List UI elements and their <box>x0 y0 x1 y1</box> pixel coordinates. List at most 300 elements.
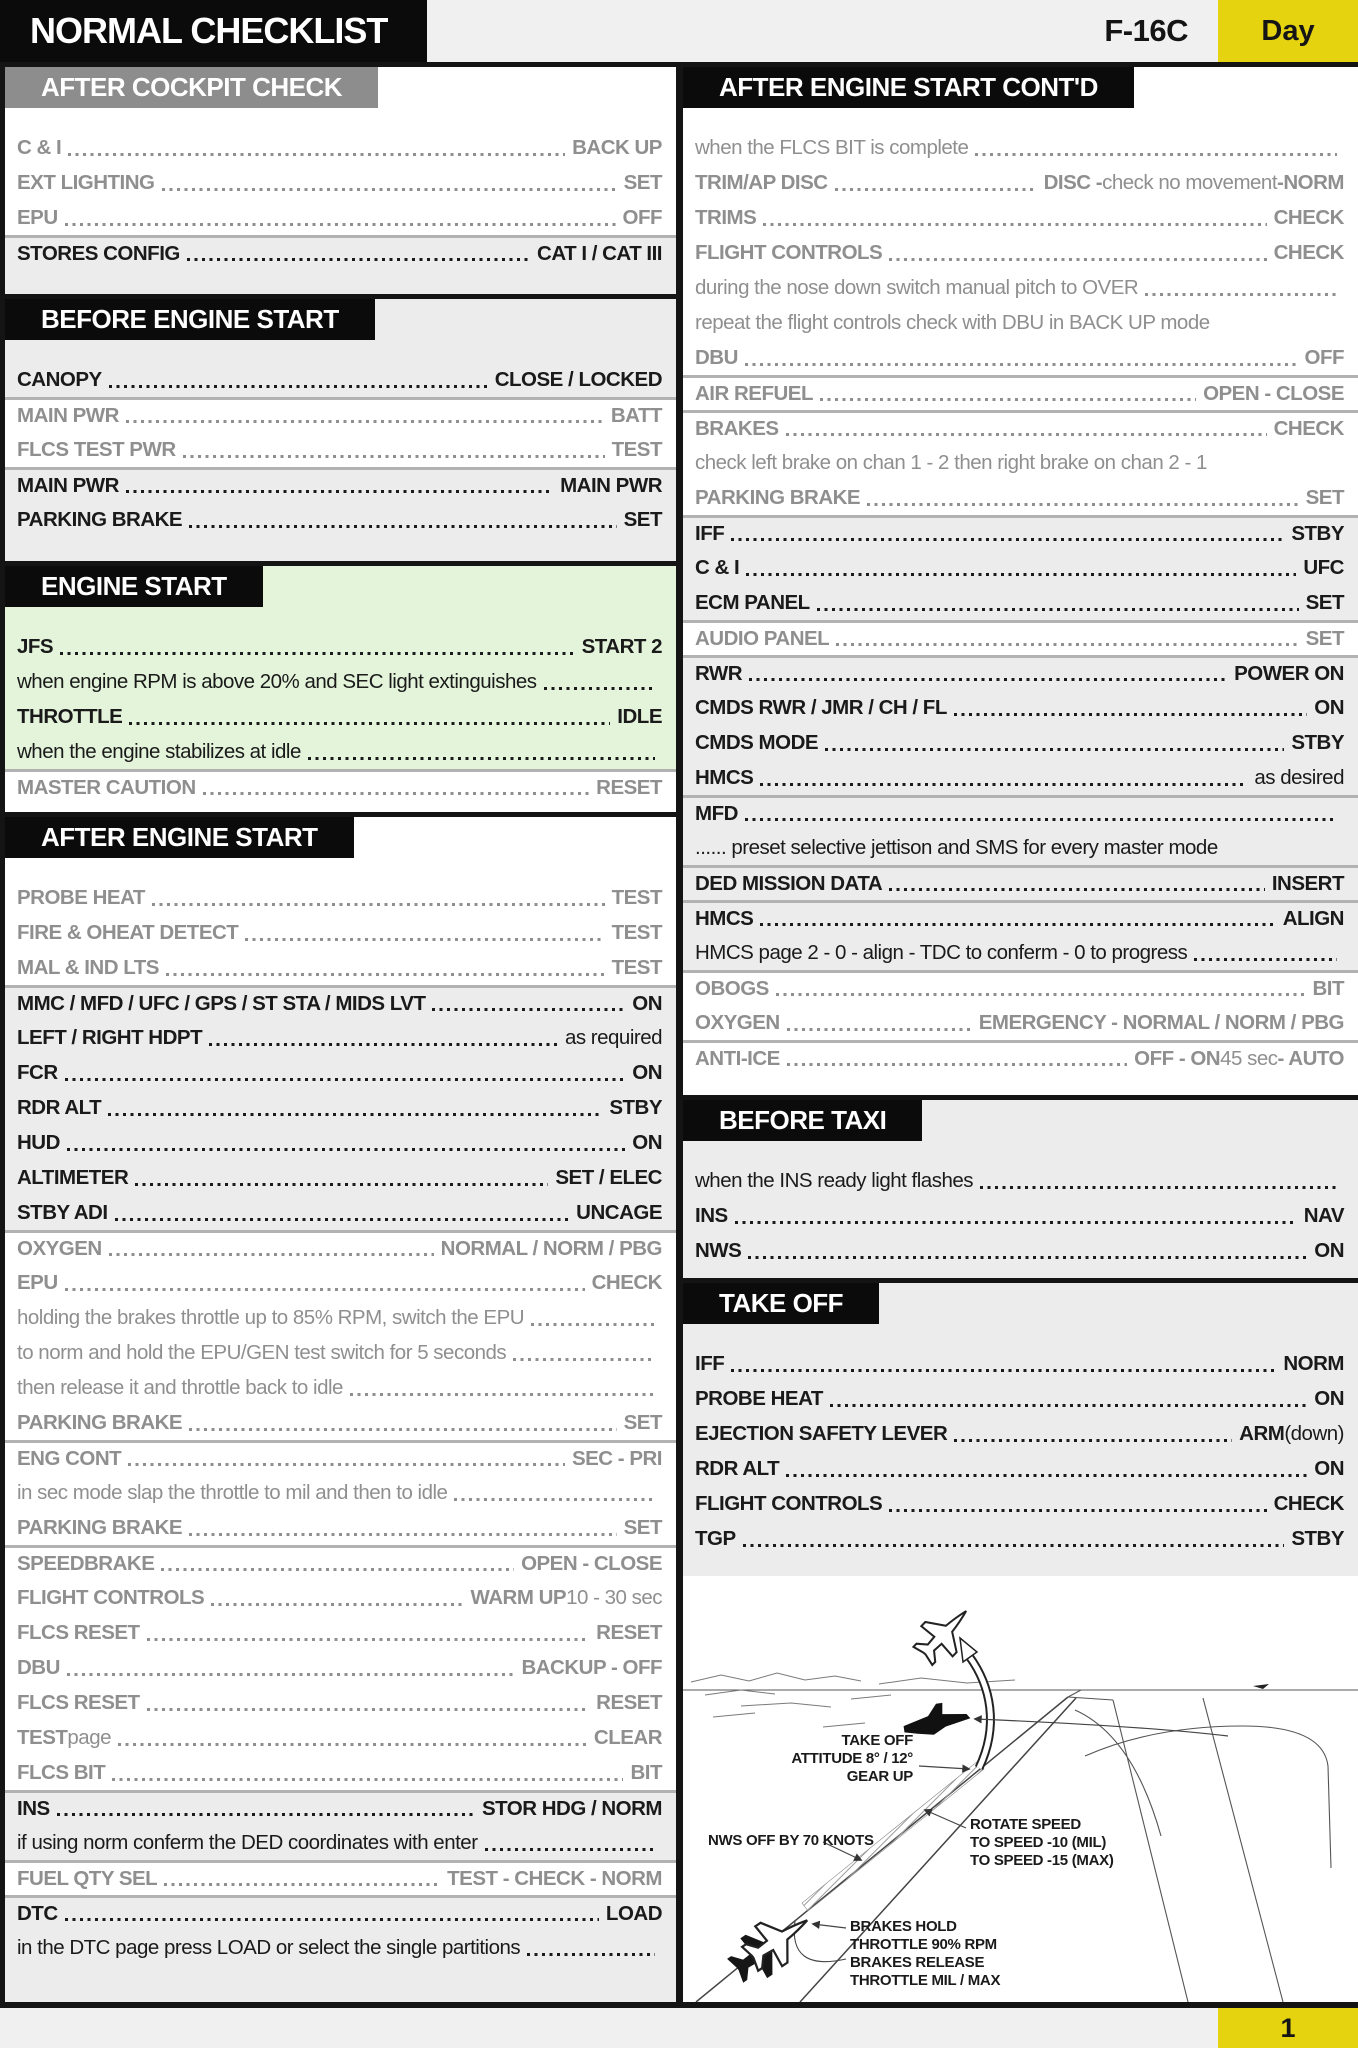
text-segment: DBU <box>695 346 738 369</box>
text-segment: check no movement <box>1102 171 1278 194</box>
dotted-leader <box>820 398 1196 401</box>
section-header: AFTER ENGINE START <box>5 817 354 858</box>
checklist-note <box>683 935 1358 970</box>
section-header-band <box>5 817 676 880</box>
text-segment: ON <box>1314 696 1344 719</box>
checklist-item <box>5 1055 676 1090</box>
text-segment: when engine RPM is above 20% and SEC light extinguishes <box>17 670 537 693</box>
text-segment: AIR REFUEL <box>695 382 813 405</box>
checklist-item <box>5 362 676 397</box>
checklist-item <box>5 200 676 235</box>
text-segment: OXYGEN <box>17 1237 102 1260</box>
right-column <box>683 67 1358 2002</box>
top-right-group <box>1104 0 1358 62</box>
dotted-leader <box>867 503 1299 506</box>
text-segment: CANOPY <box>17 368 102 391</box>
section-filler <box>683 1075 1358 1095</box>
text-segment: EPU <box>17 1271 58 1294</box>
text-segment: FLCS RESET <box>17 1621 140 1644</box>
dotted-leader <box>1194 958 1337 961</box>
dotted-leader <box>786 433 1267 436</box>
text-segment: FLIGHT CONTROLS <box>695 241 883 264</box>
text-segment: START 2 <box>581 635 662 658</box>
dotted-leader <box>161 1568 514 1571</box>
text-segment: TEST <box>17 1726 68 1749</box>
checklist-item <box>683 235 1358 270</box>
checklist-note <box>5 1370 676 1405</box>
dotted-leader <box>115 1218 570 1221</box>
dotted-leader <box>776 993 1306 996</box>
checklist-item <box>683 900 1358 935</box>
text-segment: TEST <box>611 438 662 461</box>
footer-bar <box>0 2008 1358 2048</box>
dotted-leader <box>531 1323 655 1326</box>
dotted-leader <box>513 1358 655 1361</box>
checklist-item <box>5 629 676 664</box>
dotted-leader <box>183 455 605 458</box>
section-header: ENGINE START <box>5 566 263 607</box>
checklist-item <box>5 1440 676 1475</box>
dotted-leader <box>147 1708 590 1711</box>
text-segment: TRIMS <box>695 206 757 229</box>
distant-aircraft-icon <box>1253 1684 1269 1689</box>
left-column <box>5 67 676 2002</box>
takeoff-diagram-art <box>683 1576 1358 2002</box>
text-segment: - <box>1277 171 1284 194</box>
text-segment: PARKING BRAKE <box>17 508 183 531</box>
text-segment: EMERGENCY - NORMAL / NORM / PBG <box>978 1011 1344 1034</box>
text-segment: BIT <box>1312 977 1344 1000</box>
text-segment: DTC <box>17 1902 58 1925</box>
checklist-note <box>683 130 1358 165</box>
checklist-item <box>5 397 676 432</box>
section-filler <box>5 1965 676 2002</box>
text-segment: PROBE HEAT <box>17 886 145 909</box>
dotted-leader <box>763 223 1266 226</box>
checklist-item <box>5 1860 676 1895</box>
checklist-item <box>683 410 1358 445</box>
text-segment: OPEN - CLOSE <box>1203 382 1344 405</box>
checklist-item <box>683 970 1358 1005</box>
dotted-leader <box>825 748 1284 751</box>
diagram-annotation-line: ROTATE SPEED <box>970 1816 1081 1833</box>
dotted-leader <box>164 1883 440 1886</box>
section-filler <box>683 1268 1358 1278</box>
text-segment: DISC - <box>1043 171 1103 194</box>
text-segment: as required <box>564 1026 662 1049</box>
text-segment: FUEL QTY SEL <box>17 1867 158 1890</box>
checklist-note <box>5 734 676 769</box>
section-filler <box>683 1556 1358 1576</box>
text-segment: in sec mode slap the throttle to mil and then to idle <box>17 1481 448 1504</box>
checklist-item <box>683 1233 1358 1268</box>
text-segment: OFF <box>1304 346 1344 369</box>
dotted-leader <box>135 1183 548 1186</box>
text-segment: OBOGS <box>695 977 769 1000</box>
dotted-leader <box>745 363 1298 366</box>
text-segment: RWR <box>695 662 743 685</box>
checklist-item <box>683 1346 1358 1381</box>
checklist-item <box>5 1405 676 1440</box>
checklist-note <box>5 1475 676 1510</box>
dotted-leader <box>126 420 604 423</box>
text-segment: TEST <box>611 921 662 944</box>
text-segment: when the FLCS BIT is complete <box>695 136 969 159</box>
text-segment: STOR HDG / NORM <box>481 1797 662 1820</box>
text-segment: if using norm conferm the DED coordinates with enter <box>17 1831 478 1854</box>
text-segment: DBU <box>17 1656 60 1679</box>
dotted-leader <box>187 258 530 261</box>
text-segment: PARKING BRAKE <box>17 1411 183 1434</box>
text-segment: check left brake on chan 1 - 2 then right brake on chan 2 - 1 <box>695 451 1207 474</box>
text-segment: CHECK <box>1273 1492 1344 1515</box>
text-segment: TEST <box>611 886 662 909</box>
dotted-leader <box>128 1463 565 1466</box>
text-segment: PROBE HEAT <box>695 1387 823 1410</box>
section-header-band <box>5 299 676 362</box>
dotted-leader <box>1145 293 1337 296</box>
checklist-item <box>5 880 676 915</box>
section-header: TAKE OFF <box>683 1283 879 1324</box>
day-night-badge: Day <box>1218 0 1358 62</box>
text-segment: ENG CONT <box>17 1447 122 1470</box>
text-segment: INSERT <box>1271 872 1344 895</box>
dotted-leader <box>954 713 1307 716</box>
text-segment: CLOSE / LOCKED <box>494 368 662 391</box>
checklist-item <box>5 915 676 950</box>
dotted-leader <box>760 923 1275 926</box>
checklist-note <box>683 270 1358 305</box>
text-segment: SET <box>1305 591 1344 614</box>
dotted-leader <box>129 722 610 725</box>
dotted-leader <box>126 490 553 493</box>
checklist-note <box>683 305 1358 340</box>
dotted-leader <box>835 188 1037 191</box>
aircraft-label: F-16C <box>1104 13 1188 48</box>
dotted-leader <box>108 1113 602 1116</box>
checklist-item <box>5 1125 676 1160</box>
text-segment: SET <box>623 171 662 194</box>
dotted-leader <box>749 678 1227 681</box>
text-segment: EJECTION SAFETY LEVER <box>695 1422 948 1445</box>
text-segment: as desired <box>1254 766 1344 789</box>
text-segment: FLCS RESET <box>17 1691 140 1714</box>
text-segment: ON <box>1314 1239 1344 1262</box>
text-segment: STBY <box>1291 731 1344 754</box>
diagram-annotation <box>970 1816 1114 1870</box>
text-segment: TEST - CHECK - NORM <box>447 1867 662 1890</box>
text-segment: MASTER CAUTION <box>17 776 196 799</box>
checklist-item <box>683 515 1358 550</box>
checklist-note <box>5 664 676 699</box>
checklist-item <box>5 502 676 537</box>
checklist-item <box>5 1090 676 1125</box>
takeoff-diagram <box>683 1576 1358 2002</box>
dotted-leader <box>68 153 565 156</box>
checklist-item <box>683 1486 1358 1521</box>
text-segment: NORM <box>1283 171 1344 194</box>
text-segment: ...... preset selective jettison and SMS for every master mode <box>695 836 1218 859</box>
text-segment: EPU <box>17 206 58 229</box>
checklist-item <box>5 1160 676 1195</box>
section-header-band <box>683 1283 1358 1346</box>
checklist-note <box>683 830 1358 865</box>
dotted-leader <box>889 1509 1266 1512</box>
dotted-leader <box>889 258 1266 261</box>
dotted-leader <box>65 223 616 226</box>
text-segment: STBY ADI <box>17 1201 108 1224</box>
text-segment: HMCS <box>695 907 754 930</box>
dotted-leader <box>162 188 617 191</box>
checklist-item <box>5 1790 676 1825</box>
text-segment: RESET <box>596 776 662 799</box>
text-segment: CHECK <box>1273 241 1344 264</box>
text-segment: MAIN PWR <box>560 474 662 497</box>
dotted-leader <box>975 153 1337 156</box>
checklist-item <box>5 950 676 985</box>
text-segment: SET <box>623 1516 662 1539</box>
dotted-leader <box>118 1743 587 1746</box>
checklist-note <box>683 445 1358 480</box>
checklist-item <box>683 760 1358 795</box>
text-segment: SET <box>623 508 662 531</box>
text-segment: SPEEDBRAKE <box>17 1552 155 1575</box>
section-header: AFTER COCKPIT CHECK <box>5 67 378 108</box>
text-segment: MAIN PWR <box>17 474 119 497</box>
text-segment: BIT <box>630 1761 662 1784</box>
dotted-leader <box>57 1813 475 1816</box>
diagram-annotation-line: TO SPEED -15 (MAX) <box>970 1852 1114 1869</box>
text-segment: CLEAR <box>593 1726 662 1749</box>
text-segment: CMDS RWR / JMR / CH / FL <box>695 696 947 719</box>
checklist-item <box>5 432 676 467</box>
checklist-item <box>5 1580 676 1615</box>
text-segment: BACK UP <box>572 136 662 159</box>
checklist-item <box>683 1416 1358 1451</box>
checklist-item <box>683 690 1358 725</box>
text-segment: CAT I / CAT III <box>537 242 662 265</box>
text-segment: STORES CONFIG <box>17 242 180 265</box>
text-segment: IFF <box>695 1352 725 1375</box>
section-header-band <box>683 1100 1358 1163</box>
text-segment: ON <box>632 1131 662 1154</box>
checklist-item <box>5 1755 676 1790</box>
text-segment: SET / ELEC <box>555 1166 662 1189</box>
dotted-leader <box>166 973 605 976</box>
dotted-leader <box>743 1544 1285 1547</box>
checklist-note <box>5 1300 676 1335</box>
dotted-leader <box>454 1498 655 1501</box>
text-segment: EXT LIGHTING <box>17 171 155 194</box>
text-segment: NAV <box>1303 1204 1344 1227</box>
checklist-item <box>5 1685 676 1720</box>
text-segment: NWS <box>695 1239 742 1262</box>
text-segment: THROTTLE <box>17 705 123 728</box>
diagram-annotation-line: GEAR UP <box>846 1768 913 1785</box>
text-segment: FLIGHT CONTROLS <box>17 1586 205 1609</box>
dotted-leader <box>152 903 605 906</box>
text-segment: SET <box>623 1411 662 1434</box>
section-header-band <box>683 67 1358 130</box>
text-segment: then release it and throttle back to idle <box>17 1376 343 1399</box>
text-segment: ON <box>632 992 662 1015</box>
checklist-item <box>5 1195 676 1230</box>
dotted-leader <box>817 608 1299 611</box>
dotted-leader <box>731 1369 1276 1372</box>
dotted-leader <box>308 757 655 760</box>
text-segment: PARKING BRAKE <box>17 1516 183 1539</box>
text-segment: BRAKES <box>695 417 779 440</box>
diagram-annotation <box>850 1918 1000 1990</box>
text-segment: FLIGHT CONTROLS <box>695 1492 883 1515</box>
text-segment: JFS <box>17 635 54 658</box>
text-segment: 10 - 30 sec <box>566 1586 662 1609</box>
text-segment: CMDS MODE <box>695 731 819 754</box>
text-segment: NORMAL / NORM / PBG <box>440 1237 662 1260</box>
text-segment: STBY <box>609 1096 662 1119</box>
checklist-item <box>683 865 1358 900</box>
text-segment: AUDIO PANEL <box>695 627 830 650</box>
column-divider <box>676 67 683 2002</box>
checklist-item <box>683 165 1358 200</box>
page-number-badge: 1 <box>1218 2008 1358 2048</box>
checklist-item <box>683 1521 1358 1556</box>
checklist-item <box>5 699 676 734</box>
dotted-leader <box>203 792 590 795</box>
dotted-leader <box>954 1439 1232 1442</box>
dotted-leader <box>112 1778 623 1781</box>
text-segment: UNCAGE <box>576 1201 662 1224</box>
checklist-item <box>683 795 1358 830</box>
text-segment: RDR ALT <box>695 1457 780 1480</box>
checklist-item <box>5 1895 676 1930</box>
text-segment: (down) <box>1284 1422 1344 1445</box>
dotted-leader <box>432 1008 625 1011</box>
checklist-item <box>5 1720 676 1755</box>
dotted-leader <box>109 1253 434 1256</box>
text-segment: STBY <box>1291 1527 1344 1550</box>
text-segment: to norm and hold the EPU/GEN test switch for 5 seconds <box>17 1341 507 1364</box>
checklist-item <box>5 165 676 200</box>
text-segment: TEST <box>611 956 662 979</box>
section-filler <box>5 537 676 561</box>
text-segment: CHECK <box>1273 206 1344 229</box>
text-segment: UFC <box>1303 556 1344 579</box>
checklist-item <box>683 1451 1358 1486</box>
checklist-item <box>683 480 1358 515</box>
checklist-note <box>5 1335 676 1370</box>
diagram-annotation-line: BRAKES RELEASE <box>850 1954 985 1971</box>
checklist-note <box>5 1930 676 1965</box>
checklist-item <box>5 1545 676 1580</box>
dotted-leader <box>211 1603 463 1606</box>
dotted-leader <box>980 1186 1337 1189</box>
diagram-annotation-line: TO SPEED -10 (MIL) <box>970 1834 1107 1851</box>
dotted-leader <box>65 1288 585 1291</box>
text-segment: OFF <box>622 206 662 229</box>
text-segment: C & I <box>695 556 740 579</box>
text-segment: 45 sec <box>1220 1047 1278 1070</box>
checklist-item <box>683 655 1358 690</box>
dotted-leader <box>735 1221 1297 1224</box>
text-segment: TRIM/AP DISC <box>695 171 828 194</box>
text-segment: in the DTC page press LOAD or select the single partitions <box>17 1936 521 1959</box>
checklist-item <box>683 620 1358 655</box>
dotted-leader <box>889 888 1265 891</box>
text-segment: SEC - PRI <box>571 1447 662 1470</box>
text-segment: FLCS BIT <box>17 1761 106 1784</box>
text-segment: ALTIMETER <box>17 1166 129 1189</box>
checklist-item <box>5 235 676 270</box>
dotted-leader <box>745 818 1337 821</box>
text-segment: INS <box>695 1204 728 1227</box>
dotted-leader <box>350 1393 655 1396</box>
dotted-leader <box>527 1953 655 1956</box>
text-segment: HMCS <box>695 766 754 789</box>
text-segment: ARM <box>1239 1422 1285 1445</box>
text-segment: MAIN PWR <box>17 404 119 427</box>
text-segment: OXYGEN <box>695 1011 780 1034</box>
text-segment: C & I <box>17 136 62 159</box>
section-header-band <box>5 566 676 629</box>
section-header: BEFORE TAXI <box>683 1100 922 1141</box>
text-segment: RESET <box>596 1621 662 1644</box>
text-segment: ALIGN <box>1282 907 1344 930</box>
dotted-leader <box>748 1256 1307 1259</box>
text-segment: CHECK <box>1273 417 1344 440</box>
dotted-leader <box>67 1148 625 1151</box>
text-segment: when the engine stabilizes at idle <box>17 740 301 763</box>
text-segment: IDLE <box>617 705 662 728</box>
text-segment: CHECK <box>591 1271 662 1294</box>
diagram-annotation-line: ATTITUDE 8° / 12° <box>791 1750 913 1767</box>
checklist-note <box>683 1163 1358 1198</box>
diagram-annotation-line: NWS OFF BY 70 KNOTS <box>708 1832 874 1849</box>
text-segment: OFF - ON <box>1134 1047 1221 1070</box>
checklist-item <box>5 769 676 804</box>
checklist-item <box>683 550 1358 585</box>
text-segment: MFD <box>695 802 738 825</box>
dotted-leader <box>836 643 1298 646</box>
dotted-leader <box>189 1533 617 1536</box>
dotted-leader <box>786 1474 1307 1477</box>
text-segment: OPEN - CLOSE <box>521 1552 662 1575</box>
dotted-leader <box>147 1638 590 1641</box>
dotted-leader <box>65 1078 626 1081</box>
text-segment: WARM UP <box>470 1586 567 1609</box>
top-bar <box>0 0 1358 62</box>
text-segment: NORM <box>1283 1352 1344 1375</box>
text-segment: MMC / MFD / UFC / GPS / ST STA / MIDS LVT <box>17 992 426 1015</box>
text-segment: MAL & IND LTS <box>17 956 159 979</box>
text-segment: LEFT / RIGHT HDPT <box>17 1026 203 1049</box>
diagram-annotation <box>708 1832 874 1850</box>
dotted-leader <box>60 652 574 655</box>
text-segment: INS <box>17 1797 50 1820</box>
dotted-leader <box>746 573 1296 576</box>
dotted-leader <box>245 938 604 941</box>
text-segment: POWER ON <box>1234 662 1344 685</box>
checklist-item <box>5 1265 676 1300</box>
text-segment: - AUTO <box>1277 1047 1344 1070</box>
text-segment: LOAD <box>605 1902 662 1925</box>
text-segment: ON <box>1314 1457 1344 1480</box>
dotted-leader <box>189 525 617 528</box>
diagram-annotation-line: TAKE OFF <box>841 1732 913 1749</box>
checklist-item <box>683 1040 1358 1075</box>
text-segment: FCR <box>17 1061 58 1084</box>
dotted-leader <box>731 538 1284 541</box>
